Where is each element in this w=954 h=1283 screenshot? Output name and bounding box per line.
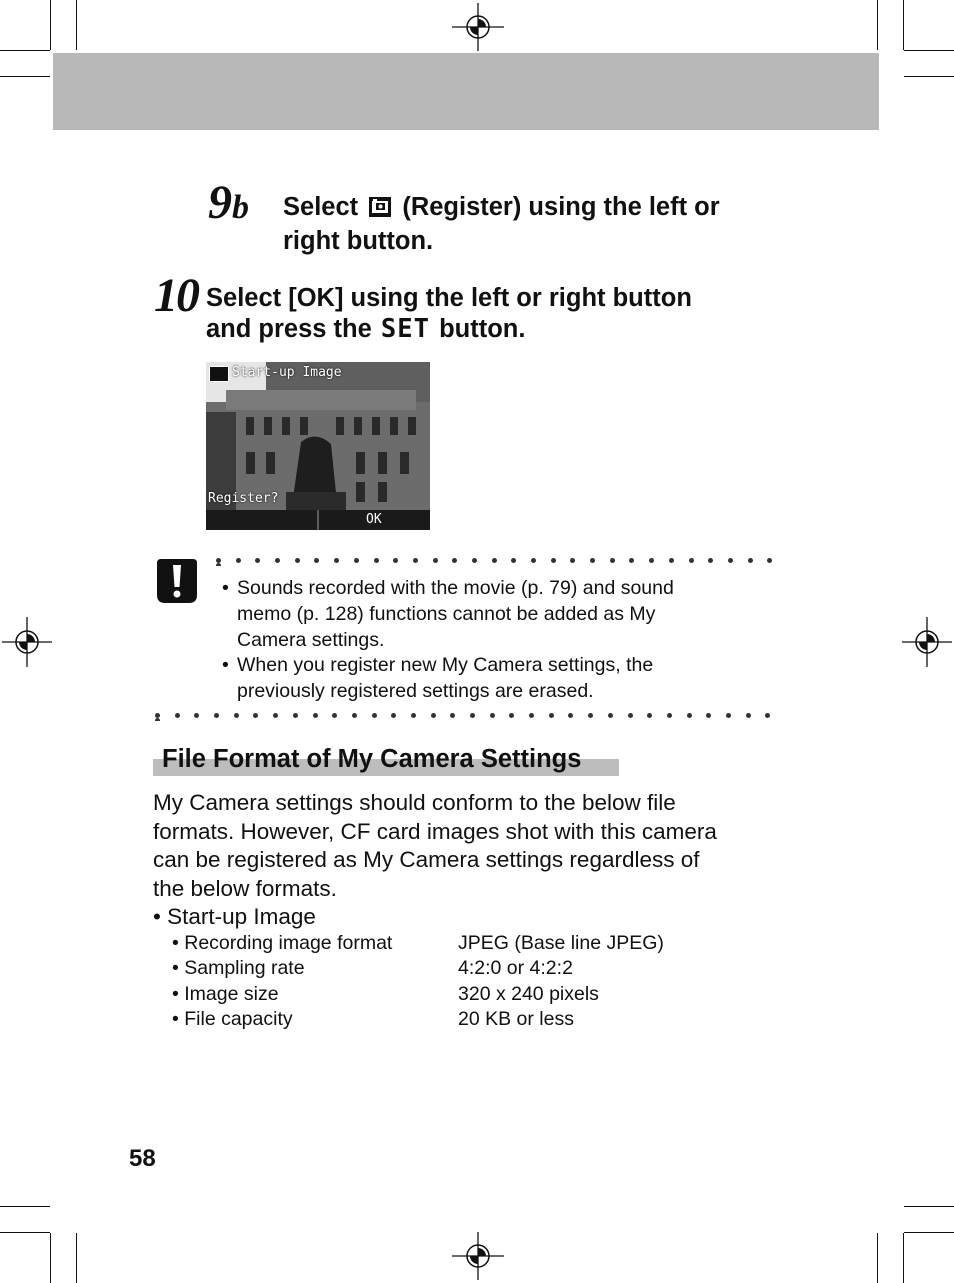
rule-dot bbox=[391, 713, 396, 718]
note-1-line: Camera settings. bbox=[237, 629, 385, 651]
screen-title: Start-up Image bbox=[232, 365, 342, 380]
rule-dot bbox=[492, 558, 497, 563]
rule-dot bbox=[413, 558, 418, 563]
body-line: • Start-up Image bbox=[153, 904, 316, 929]
rule-dot bbox=[334, 558, 339, 563]
rule-dot bbox=[293, 713, 298, 718]
rule-dot bbox=[551, 558, 556, 563]
step-9b-line2: right button. bbox=[283, 227, 434, 255]
rule-dot bbox=[748, 558, 753, 563]
rule-dot bbox=[234, 713, 239, 718]
rule-dot bbox=[590, 558, 595, 563]
set-button-label: SET bbox=[380, 314, 430, 344]
rule-dot bbox=[746, 713, 751, 718]
rule-dot bbox=[568, 713, 573, 718]
rule-dot bbox=[313, 713, 318, 718]
rule-dot bbox=[253, 713, 258, 718]
rule-dot bbox=[531, 558, 536, 563]
note-2-line: When you register new My Camera settings, the bbox=[237, 654, 654, 676]
registration-mark-right bbox=[902, 617, 952, 667]
rule-dot bbox=[273, 713, 278, 718]
screen-ok-option[interactable]: OK bbox=[366, 512, 382, 527]
rule-dot bbox=[470, 713, 475, 718]
rule-dot bbox=[332, 713, 337, 718]
section-title: File Format of My Camera Settings bbox=[162, 745, 582, 773]
dotted-rule-top bbox=[216, 558, 791, 566]
rule-dot bbox=[728, 558, 733, 563]
step-9b-text bbox=[283, 192, 720, 257]
rule-dot bbox=[767, 558, 772, 563]
note-2-line: previously registered settings are erased. bbox=[237, 680, 594, 702]
rule-dot bbox=[295, 558, 300, 563]
rule-dot bbox=[689, 558, 694, 563]
step-10-text bbox=[206, 283, 692, 345]
rule-dot bbox=[726, 713, 731, 718]
rule-dot bbox=[374, 558, 379, 563]
caution-note-2: • When you register new My Camera settings, the previously registered settings are erased. bbox=[222, 654, 654, 702]
rule-dot bbox=[255, 558, 260, 563]
page-number: 58 bbox=[129, 1145, 156, 1172]
rule-dot bbox=[194, 713, 199, 718]
rule-dot bbox=[155, 718, 160, 721]
note-1-line: Sounds recorded with the movie (p. 79) and sound bbox=[237, 577, 674, 599]
rule-dot bbox=[628, 713, 633, 718]
rule-dot bbox=[431, 713, 436, 718]
my-camera-icon bbox=[209, 366, 229, 382]
registration-mark-bottom bbox=[452, 1232, 504, 1280]
step-10-line2-pre: and press the bbox=[206, 315, 372, 343]
body-line: the below formats. bbox=[153, 875, 337, 901]
section-body bbox=[153, 789, 793, 932]
section-heading bbox=[153, 742, 619, 776]
header-band bbox=[53, 53, 879, 130]
rule-dot bbox=[687, 713, 692, 718]
rule-dot bbox=[450, 713, 455, 718]
registration-mark-top bbox=[452, 3, 504, 51]
rule-dot bbox=[393, 558, 398, 563]
register-icon bbox=[368, 195, 392, 226]
rule-dot bbox=[647, 713, 652, 718]
screen-register-prompt: Register? bbox=[208, 491, 279, 506]
rule-dot bbox=[352, 713, 357, 718]
rule-dot bbox=[649, 558, 654, 563]
step-10-line1: Select [OK] using the left or right button bbox=[206, 284, 692, 312]
caution-icon bbox=[155, 557, 199, 605]
step-number-9b: 9b bbox=[208, 176, 249, 229]
camera-screen bbox=[206, 362, 430, 530]
rule-dot bbox=[608, 713, 613, 718]
rule-dot bbox=[529, 713, 534, 718]
rule-dot bbox=[354, 558, 359, 563]
rule-dot bbox=[275, 558, 280, 563]
rule-dot bbox=[610, 558, 615, 563]
rule-dot bbox=[175, 713, 180, 718]
rule-dot bbox=[629, 558, 634, 563]
step-number-10: 10 bbox=[154, 269, 198, 322]
rule-dot bbox=[708, 558, 713, 563]
caution-note-1: • Sounds recorded with the movie (p. 79) and sound memo (p. 128) functions cannot be added as My Camera settings. bbox=[222, 577, 674, 651]
rule-dot bbox=[765, 713, 770, 718]
rule-dot bbox=[236, 558, 241, 563]
rule-dot bbox=[472, 558, 477, 563]
rule-dot bbox=[669, 558, 674, 563]
rule-dot bbox=[490, 713, 495, 718]
rule-dot bbox=[216, 563, 221, 566]
step-10-line2-post: button. bbox=[439, 315, 526, 343]
rule-dot bbox=[433, 558, 438, 563]
dotted-rule-bottom bbox=[155, 713, 791, 721]
registration-mark-left bbox=[2, 617, 52, 667]
step-9b-line1-post: (Register) using the left or bbox=[402, 193, 720, 221]
rule-dot bbox=[452, 558, 457, 563]
rule-dot bbox=[511, 558, 516, 563]
rule-dot bbox=[509, 713, 514, 718]
body-line: can be registered as My Camera settings regardless of bbox=[153, 847, 700, 872]
rule-dot bbox=[667, 713, 672, 718]
rule-dot bbox=[588, 713, 593, 718]
step-9b-line1-pre: Select bbox=[283, 193, 359, 221]
rule-dot bbox=[549, 713, 554, 718]
body-line: My Camera settings should conform to the below file bbox=[153, 790, 676, 815]
rule-dot bbox=[214, 713, 219, 718]
body-line: formats. However, CF card images shot with this camera bbox=[153, 818, 717, 844]
rule-dot bbox=[372, 713, 377, 718]
rule-dot bbox=[570, 558, 575, 563]
rule-dot bbox=[314, 558, 319, 563]
rule-dot bbox=[706, 713, 711, 718]
note-1-line: memo (p. 128) functions cannot be added as My bbox=[237, 603, 656, 625]
rule-dot bbox=[411, 713, 416, 718]
